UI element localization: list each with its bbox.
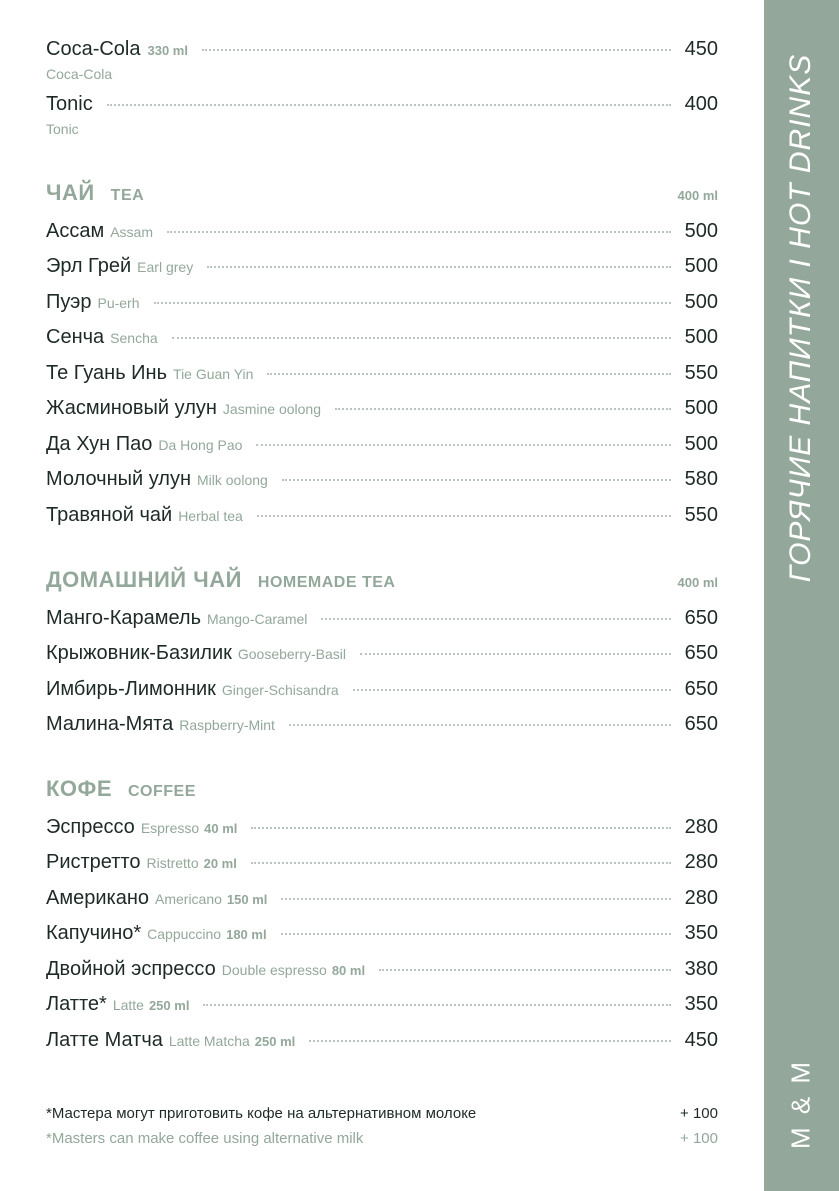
item-name-ru: Сенча xyxy=(46,326,105,348)
dot-leader xyxy=(335,408,671,410)
item-name-en: Raspberry-Mint xyxy=(179,717,275,733)
dot-leader xyxy=(202,49,671,51)
dot-leader xyxy=(256,444,670,446)
dot-leader xyxy=(267,373,670,375)
item-name-ru: Tonic xyxy=(46,93,93,115)
item-name-en: Milk oolong xyxy=(197,472,268,488)
item-price: 350 xyxy=(684,922,718,944)
item-price: 400 xyxy=(684,93,718,115)
item-price: 450 xyxy=(684,1029,718,1051)
sidebar xyxy=(764,0,839,1191)
dot-leader xyxy=(207,266,670,268)
item-price: 550 xyxy=(684,504,718,526)
item-name-en: Mango-Caramel xyxy=(207,611,308,627)
dot-leader xyxy=(353,689,671,691)
item-name-ru: Имбирь-Лимонник xyxy=(46,678,216,700)
section-volume: 400 ml xyxy=(677,188,718,203)
item-name-ru: Капучино* xyxy=(46,922,142,944)
item-price: 650 xyxy=(684,607,718,629)
item-volume: 150 ml xyxy=(226,892,268,907)
footnote-en xyxy=(46,1130,718,1147)
dot-leader xyxy=(172,337,671,339)
item-name-en: Jasmine oolong xyxy=(222,401,321,417)
menu-item xyxy=(46,504,718,534)
dot-leader xyxy=(309,1040,670,1042)
section-header-homemade-tea xyxy=(46,567,718,593)
footnote-text: *Masters can make coffee using alternative milk xyxy=(46,1130,364,1147)
item-name-ru: Те Гуань Инь xyxy=(46,362,168,384)
item-name-ru: Латте* xyxy=(46,993,107,1015)
item-name-ru: Малина-Мята xyxy=(46,713,174,735)
section-title-ru: ЧАЙ xyxy=(46,180,95,205)
item-name-en: Da Hong Pao xyxy=(158,437,243,453)
item-price: 650 xyxy=(684,713,718,735)
item-name-ru: Эрл Грей xyxy=(46,255,132,277)
item-name-en: Ginger-Schisandra xyxy=(221,682,339,698)
item-name-ru: Жасминовый улун xyxy=(46,397,217,419)
menu-item xyxy=(46,993,718,1023)
section-title-en: COFFEE xyxy=(128,783,196,800)
menu-item xyxy=(46,678,718,708)
menu-item xyxy=(46,713,718,743)
section-title-ru: ДОМАШНИЙ ЧАЙ xyxy=(46,567,242,592)
item-name-ru: Ристретто xyxy=(46,851,141,873)
item-price: 500 xyxy=(684,255,718,277)
section-header-coffee xyxy=(46,776,718,802)
item-name-en: Cappuccino xyxy=(147,926,222,942)
item-price: 450 xyxy=(684,38,718,60)
item-price: 500 xyxy=(684,291,718,313)
item-name-ru: Эспрессо xyxy=(46,816,135,838)
item-name-ru: Ассам xyxy=(46,220,105,242)
menu-item xyxy=(46,851,718,881)
item-price: 380 xyxy=(684,958,718,980)
menu-item xyxy=(46,362,718,392)
item-name-en: Espresso xyxy=(140,820,200,836)
dot-leader xyxy=(167,231,671,233)
item-volume: 20 ml xyxy=(203,856,237,871)
item-price: 280 xyxy=(684,851,718,873)
dot-leader xyxy=(282,479,671,481)
menu-item xyxy=(46,93,718,123)
sidebar-title: ГОРЯЧИЕ НАПИТКИ I HOT DRINKS xyxy=(784,53,817,583)
item-price: 500 xyxy=(684,433,718,455)
dot-leader xyxy=(321,618,670,620)
menu-item xyxy=(46,291,718,321)
item-name-en: Tie Guan Yin xyxy=(173,366,254,382)
menu-item xyxy=(46,220,718,250)
item-name-en: Ristretto xyxy=(146,855,199,871)
item-name-en: Latte xyxy=(112,997,144,1013)
section-header-tea xyxy=(46,180,718,206)
dot-leader xyxy=(257,515,671,517)
item-name-ru: Латте Матча xyxy=(46,1029,163,1051)
dot-leader xyxy=(281,933,671,935)
menu-item xyxy=(46,397,718,427)
item-name-ru: Пуэр xyxy=(46,291,92,313)
section-volume: 400 ml xyxy=(677,575,718,590)
menu-item xyxy=(46,887,718,917)
dot-leader xyxy=(107,104,671,106)
item-name-en: Assam xyxy=(110,224,154,240)
item-name-en: Pu-erh xyxy=(97,295,140,311)
menu-item xyxy=(46,468,718,498)
section-title-ru: КОФЕ xyxy=(46,776,112,801)
item-name-en: Tonic xyxy=(46,121,79,137)
menu-item xyxy=(46,433,718,463)
brand-logo: M & M xyxy=(785,1058,816,1150)
item-price: 650 xyxy=(684,678,718,700)
item-name-en: Gooseberry-Basil xyxy=(237,646,347,662)
menu-item xyxy=(46,326,718,356)
item-name-ru: Манго-Карамель xyxy=(46,607,202,629)
item-name-en: Latte Matcha xyxy=(168,1033,250,1049)
item-name-en: Earl grey xyxy=(137,259,194,275)
item-price: 650 xyxy=(684,642,718,664)
dot-leader xyxy=(289,724,671,726)
item-price: 500 xyxy=(684,397,718,419)
menu-item xyxy=(46,642,718,672)
item-name-en: Double espresso xyxy=(221,962,327,978)
menu-item xyxy=(46,958,718,988)
item-name-en: Sencha xyxy=(110,330,158,346)
footnote-text: *Мастера могут приготовить кофе на альтернативном молоке xyxy=(46,1105,477,1122)
item-price: 550 xyxy=(684,362,718,384)
item-name-ru: Coca-Cola xyxy=(46,38,141,60)
footnote-price: + 100 xyxy=(680,1130,718,1147)
dot-leader xyxy=(203,1004,670,1006)
item-volume: 250 ml xyxy=(148,998,190,1013)
item-price: 350 xyxy=(684,993,718,1015)
footnote-price: + 100 xyxy=(680,1105,718,1122)
item-name-ru: Да Хун Пао xyxy=(46,433,153,455)
item-volume: 250 ml xyxy=(254,1034,296,1049)
item-volume: 40 ml xyxy=(204,821,238,836)
dot-leader xyxy=(360,653,671,655)
menu-item xyxy=(46,1029,718,1059)
footnote-ru xyxy=(46,1105,718,1122)
item-name-en: Coca-Cola xyxy=(46,66,113,82)
item-volume: 180 ml xyxy=(226,927,267,942)
item-name-ru: Двойной эспрессо xyxy=(46,958,216,980)
section-title-en: HOMEMADE TEA xyxy=(257,574,396,591)
item-name-ru: Молочный улун xyxy=(46,468,191,490)
section-title-en: TEA xyxy=(110,187,145,204)
dot-leader xyxy=(251,862,671,864)
item-volume: 80 ml xyxy=(331,963,366,978)
dot-leader xyxy=(251,827,670,829)
item-name-ru: Американо xyxy=(46,887,149,909)
menu-item xyxy=(46,38,718,68)
menu-item xyxy=(46,922,718,952)
item-volume: 330 ml xyxy=(147,43,188,58)
dot-leader xyxy=(154,302,671,304)
item-price: 580 xyxy=(684,468,718,490)
item-name-ru: Крыжовник-Базилик xyxy=(46,642,232,664)
item-name-en: Herbal tea xyxy=(178,508,243,524)
dot-leader xyxy=(281,898,670,900)
menu-item xyxy=(46,255,718,285)
item-name-ru: Травяной чай xyxy=(46,504,173,526)
item-name-en: Americano xyxy=(155,891,222,907)
item-price: 280 xyxy=(684,816,718,838)
menu-item xyxy=(46,816,718,846)
item-price: 500 xyxy=(684,220,718,242)
item-price: 280 xyxy=(684,887,718,909)
item-price: 500 xyxy=(684,326,718,348)
menu-item xyxy=(46,607,718,637)
dot-leader xyxy=(379,969,671,971)
